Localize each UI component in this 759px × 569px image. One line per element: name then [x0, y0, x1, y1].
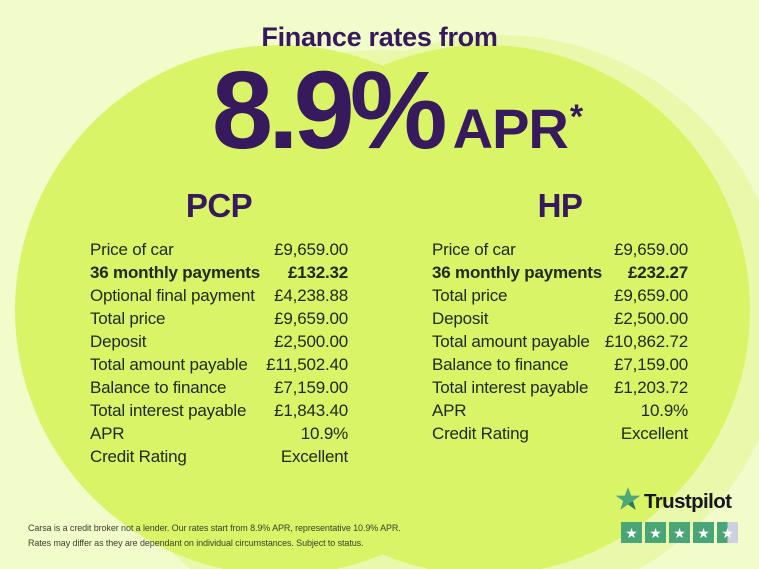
- rating-star-box: [669, 522, 690, 543]
- row-value: £9,659.00: [614, 285, 688, 305]
- row-value: £4,238.88: [274, 285, 348, 305]
- star-icon: ★: [721, 524, 734, 541]
- table-row: [432, 284, 688, 307]
- row-value: 10.9%: [300, 423, 348, 443]
- row-label: Balance to finance: [90, 377, 227, 397]
- row-value: £9,659.00: [274, 239, 348, 259]
- row-label: Total price: [432, 285, 508, 305]
- row-value: £10,862.72: [604, 331, 688, 351]
- table-row: [432, 422, 688, 445]
- table-row: [90, 330, 348, 353]
- pcp-heading: PCP: [185, 187, 253, 224]
- table-row: [432, 376, 688, 399]
- row-label: 36 monthly payments: [90, 262, 261, 282]
- row-label: Optional final payment: [90, 285, 255, 305]
- row-label: Total price: [90, 308, 166, 328]
- hp-table: [432, 188, 688, 445]
- row-value: £7,159.00: [614, 354, 688, 374]
- pcp-table: [90, 188, 348, 468]
- row-value: £11,502.40: [266, 354, 348, 374]
- table-row: [432, 261, 688, 284]
- trustpilot-star-icon: [615, 486, 641, 517]
- row-label: Total amount payable: [432, 331, 590, 351]
- row-label: Total interest payable: [432, 377, 589, 397]
- row-value: £232.27: [627, 262, 688, 282]
- rating-star-box: [693, 522, 714, 543]
- row-value: £9,659.00: [614, 239, 688, 259]
- table-row: [90, 445, 348, 468]
- table-row: [90, 422, 348, 445]
- row-label: Price of car: [432, 239, 516, 259]
- star-icon: ★: [697, 524, 710, 541]
- row-value: £2,500.00: [274, 331, 348, 351]
- row-label: Total amount payable: [90, 354, 248, 374]
- row-label: Deposit: [90, 331, 147, 351]
- rating-star-box: [621, 522, 642, 543]
- row-value: 10.9%: [640, 400, 688, 420]
- legal-disclaimer: [28, 521, 401, 550]
- table-row: [90, 284, 348, 307]
- star-icon: ★: [649, 524, 662, 541]
- row-value: £9,659.00: [274, 308, 348, 328]
- table-row: [432, 330, 688, 353]
- rating-star-box: [645, 522, 666, 543]
- row-value: £1,203.72: [614, 377, 688, 397]
- disclaimer-line-2: Rates may differ as they are dependant on individual circumstances. Subject to status.: [28, 537, 364, 548]
- rate-unit: APR: [452, 97, 568, 160]
- banner-title: Finance rates from: [261, 22, 498, 52]
- row-label: Credit Rating: [432, 423, 529, 443]
- table-row: [90, 376, 348, 399]
- row-value: £7,159.00: [274, 377, 348, 397]
- headline-rate: [0, 49, 759, 172]
- table-row: [90, 261, 348, 284]
- row-label: APR: [432, 400, 467, 420]
- rate-asterisk: *: [569, 98, 584, 136]
- row-value: £132.32: [287, 262, 348, 282]
- rating-star-box-half: [717, 522, 738, 543]
- row-label: Total interest payable: [90, 400, 247, 420]
- row-label: Price of car: [90, 239, 174, 259]
- table-row: [90, 307, 348, 330]
- table-row: [90, 399, 348, 422]
- table-row: [90, 238, 348, 261]
- table-row: [432, 399, 688, 422]
- row-value: Excellent: [620, 423, 688, 443]
- trustpilot-wordmark: Trustpilot: [644, 489, 732, 513]
- trustpilot-badge[interactable]: [615, 486, 745, 543]
- row-value: £2,500.00: [614, 308, 688, 328]
- table-row: [432, 238, 688, 261]
- row-label: 36 monthly payments: [432, 262, 603, 282]
- table-row: [90, 353, 348, 376]
- star-icon: ★: [673, 524, 686, 541]
- disclaimer-line-1: Carsa is a credit broker not a lender. Our rates start from 8.9% APR, representative 10.9% APR.: [28, 523, 401, 533]
- row-value: Excellent: [280, 446, 348, 466]
- row-label: APR: [90, 423, 125, 443]
- trustpilot-logo-row: [615, 486, 745, 517]
- rate-value: 8.9%: [211, 49, 443, 172]
- row-label: Deposit: [432, 308, 489, 328]
- trustpilot-rating-stars: [621, 522, 745, 543]
- table-row: [432, 353, 688, 376]
- table-row: [432, 307, 688, 330]
- hp-heading: HP: [537, 187, 583, 224]
- star-icon: ★: [625, 524, 638, 541]
- row-value: £1,843.40: [274, 400, 348, 420]
- row-label: Credit Rating: [90, 446, 187, 466]
- row-label: Balance to finance: [432, 354, 569, 374]
